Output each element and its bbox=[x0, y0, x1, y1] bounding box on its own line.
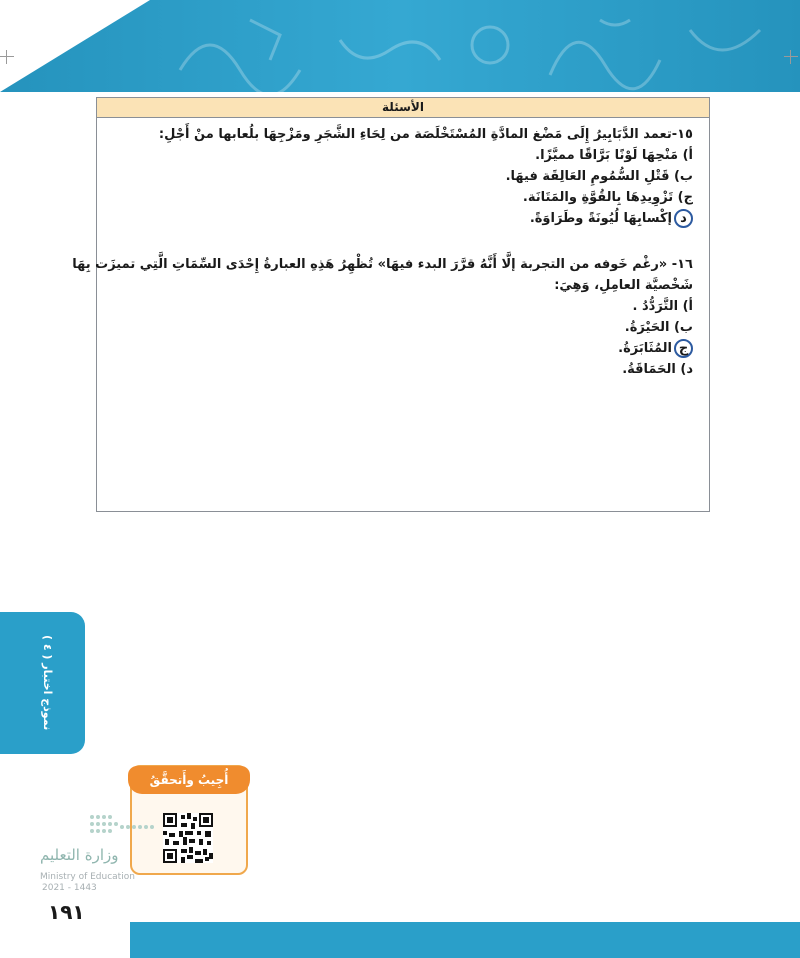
side-tab-label: نموذج اختبار ( ٤ ) bbox=[41, 635, 54, 731]
question-16-option-a: أ) التَّرَدُّدُ . bbox=[632, 299, 693, 314]
questions-box bbox=[72, 97, 710, 512]
ministry-logo-icon bbox=[88, 813, 168, 843]
answer-circle: د bbox=[674, 209, 693, 228]
question-15-option-d bbox=[107, 208, 693, 229]
question-16-option-c-text: المُثَابَرَةُ. bbox=[618, 341, 672, 356]
question-15-option-b: ب) قَتْلِ السُّمُومِ العَالِقَة فيهَا. bbox=[505, 169, 693, 184]
question-16-option-d: د) الحَمَاقَةُ. bbox=[622, 362, 693, 377]
header-corner bbox=[0, 0, 150, 92]
question-15-option-d-text: إكْسابِهَا لُيُونَةً وطَرَاوَةً. bbox=[529, 211, 672, 226]
registration-mark bbox=[784, 50, 798, 64]
page-number: ١٩١ bbox=[48, 900, 85, 924]
question-16-stem-line1: ١٦- «رغْم خَوفه من التجربة إلَّا أَنَّهُ قرَّرَ البدء فيهَا» تُظْهِرُ هَذِهِ العبارةُ إِحْدَى السِّمَاتِ الَّتِي تميزَت بِهَا bbox=[72, 257, 693, 272]
ministry-name-ar: وزارة التعليم bbox=[40, 846, 119, 864]
question-15-option-c: ج) تَزْوِيدِهَا بِالقُوَّةِ والمَتَانَة. bbox=[522, 190, 693, 205]
question-16-option-c bbox=[107, 338, 693, 359]
qr-code-icon[interactable] bbox=[163, 812, 213, 864]
questions-title: الأسئلة bbox=[97, 98, 709, 118]
header-pattern bbox=[160, 0, 800, 92]
question-16-option-b: ب) الحَيْرَةُ. bbox=[624, 320, 693, 335]
registration-mark bbox=[0, 50, 14, 64]
ministry-name-en: Ministry of Education bbox=[40, 872, 135, 882]
questions-body bbox=[72, 118, 709, 380]
question-16-stem-line2: شَخْصيَّة العامِلِ، وَهِيَ: bbox=[554, 278, 693, 293]
question-15-stem: ١٥-تعمد الدَّبَابِيرُ إِلَى مَضْغ المادَّةِ المُسْتَخْلَصَة من لِحَاءِ الشَّجَرِ ومَزْجِهَا بلُعابها منْ أَجْلِ: bbox=[158, 127, 693, 142]
answer-circle: ج bbox=[674, 339, 693, 358]
ministry-year: 2021 - 1443 bbox=[42, 883, 97, 893]
side-tab bbox=[0, 612, 85, 754]
qr-card-label: أُجِيبُ وأَتحقَّقُ bbox=[128, 766, 250, 794]
question-15-option-a: أ) مَنْحِهَا لَوْنًا بَرَّاقًا مميَّزًا. bbox=[535, 148, 693, 163]
